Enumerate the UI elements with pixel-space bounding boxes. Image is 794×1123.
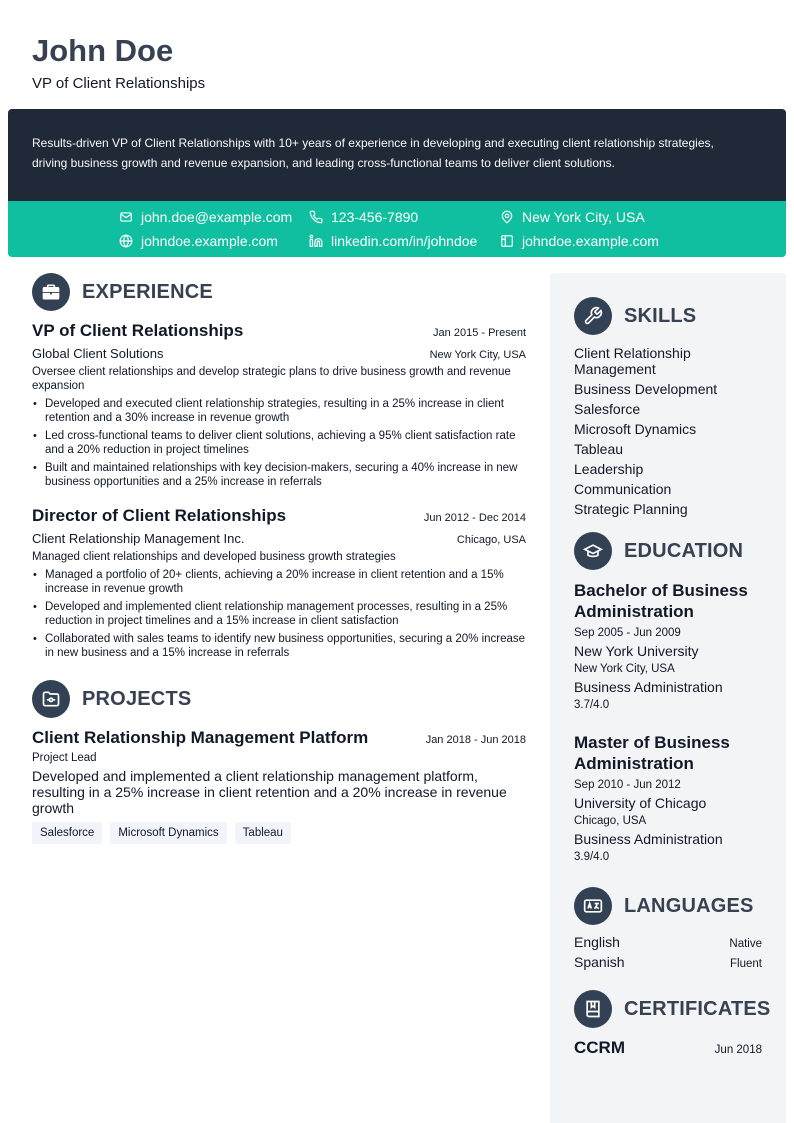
project-item bbox=[32, 728, 526, 844]
skill-item: Microsoft Dynamics bbox=[574, 421, 697, 437]
job-bullet: • Collaborated with sales teams to identify new business opportunities, securing a 20% increase in new business and a 15% increase in referrals bbox=[32, 632, 526, 660]
experience-item bbox=[32, 321, 526, 493]
certificate-item bbox=[574, 1038, 762, 1058]
contact-location-text: New York City, USA bbox=[522, 209, 645, 225]
edu-school: University of Chicago bbox=[574, 795, 707, 811]
certificates-title: CERTIFICATES bbox=[624, 997, 771, 1020]
project-tag: Microsoft Dynamics bbox=[110, 822, 226, 844]
job-company: Global Client Solutions bbox=[32, 346, 164, 361]
project-tags bbox=[32, 822, 526, 844]
folder-icon bbox=[32, 680, 70, 718]
project-tag: Salesforce bbox=[32, 822, 102, 844]
map-pin-icon bbox=[500, 210, 514, 224]
skills-title: SKILLS bbox=[624, 304, 697, 327]
language-level: Native bbox=[729, 938, 762, 950]
projects-title: PROJECTS bbox=[82, 687, 192, 710]
summary-text: Results-driven VP of Client Relationships with 10+ years of experience in developing and executing client relationship strategies, driving business growth and revenue expansion, and leading cross-functional teams to deliver client solutions. bbox=[32, 136, 714, 170]
job-summary: Managed client relationships and developed business growth strategies bbox=[32, 551, 396, 563]
language-name: English bbox=[574, 934, 620, 950]
contact-location bbox=[500, 209, 645, 225]
job-bullet: • Led cross-functional teams to deliver client solutions, achieving a 95% client satisfaction rate and a 20% reduction in project timelines bbox=[32, 429, 526, 457]
certificate-name: CCRM bbox=[574, 1038, 625, 1057]
projects-heading bbox=[32, 680, 191, 718]
edu-location: New York City, USA bbox=[574, 663, 675, 675]
contact-email[interactable] bbox=[119, 209, 292, 225]
summary-panel bbox=[8, 109, 786, 201]
certificates-heading bbox=[574, 990, 770, 1028]
contact-linkedin[interactable] bbox=[309, 233, 477, 249]
experience-item bbox=[32, 506, 526, 664]
languages-heading bbox=[574, 887, 754, 925]
edu-field: Business Administration bbox=[574, 679, 723, 695]
skill-item: Leadership bbox=[574, 461, 644, 477]
edu-gpa: 3.9/4.0 bbox=[574, 851, 610, 863]
project-description: Developed and implemented a client relationship management platform, resulting in a 25% increase in client retention and a 20% increase in revenue growth bbox=[32, 768, 507, 816]
skill-item: Strategic Planning bbox=[574, 501, 688, 517]
mail-icon bbox=[119, 210, 133, 224]
skill-item: Communication bbox=[574, 481, 672, 497]
experience-heading bbox=[32, 273, 213, 311]
job-bullet: • Developed and implemented client relationship management processes, resulting in a 25% reduction in project timelines and a 15% increase in client satisfaction bbox=[32, 600, 526, 628]
phone-icon bbox=[309, 210, 323, 224]
contact-linkedin-text: linkedin.com/in/johndoe bbox=[331, 233, 478, 249]
job-title: VP of Client Relationships bbox=[32, 321, 244, 340]
job-summary: Oversee client relationships and develop strategic plans to drive business growth and revenue expansion bbox=[32, 366, 511, 392]
language-row bbox=[574, 954, 762, 970]
education-heading bbox=[574, 532, 743, 570]
edu-gpa: 3.7/4.0 bbox=[574, 699, 610, 711]
linkedin-icon bbox=[309, 234, 323, 248]
language-level: Fluent bbox=[730, 958, 762, 970]
job-location: New York City, USA bbox=[429, 349, 526, 361]
resume-header bbox=[32, 33, 205, 93]
skill-item: Salesforce bbox=[574, 401, 641, 417]
contact-website-text: johndoe.example.com bbox=[141, 233, 278, 249]
portfolio-icon bbox=[500, 234, 514, 248]
translate-icon bbox=[574, 887, 612, 925]
edu-location: Chicago, USA bbox=[574, 815, 647, 827]
contact-phone-text: 123-456-7890 bbox=[331, 209, 419, 225]
edu-school: New York University bbox=[574, 643, 699, 659]
languages-list bbox=[574, 934, 762, 974]
edu-field: Business Administration bbox=[574, 831, 723, 847]
job-location: Chicago, USA bbox=[456, 534, 526, 546]
skill-item: Client Relationship Management bbox=[574, 345, 691, 377]
contact-portfolio[interactable] bbox=[500, 233, 659, 249]
skill-item: Business Development bbox=[574, 381, 718, 397]
skill-item: Tableau bbox=[574, 441, 624, 457]
edu-dates: Sep 2005 - Jun 2009 bbox=[574, 627, 681, 639]
languages-title: LANGUAGES bbox=[624, 894, 754, 917]
book-icon bbox=[574, 990, 612, 1028]
experience-title: EXPERIENCE bbox=[82, 280, 213, 303]
briefcase-icon bbox=[32, 273, 70, 311]
contact-website[interactable] bbox=[119, 233, 278, 249]
job-bullets bbox=[32, 568, 526, 660]
globe-icon bbox=[119, 234, 133, 248]
contact-portfolio-text: johndoe.example.com bbox=[522, 233, 659, 249]
skills-heading bbox=[574, 297, 696, 335]
skills-list bbox=[574, 345, 762, 521]
education-title: EDUCATION bbox=[624, 539, 744, 562]
contact-bar bbox=[8, 201, 786, 257]
candidate-title: VP of Client Relationships bbox=[32, 75, 206, 92]
wrench-icon bbox=[574, 297, 612, 335]
project-role: Project Lead bbox=[32, 752, 97, 764]
language-name: Spanish bbox=[574, 954, 625, 970]
language-row bbox=[574, 934, 762, 950]
job-dates: Jan 2015 - Present bbox=[433, 327, 526, 339]
graduation-cap-icon bbox=[574, 532, 612, 570]
education-item bbox=[574, 580, 762, 711]
edu-degree: Master of Business Administration bbox=[574, 733, 730, 773]
job-bullet: • Built and maintained relationships with key decision-makers, securing a 40% increase in new business opportunities and a 25% increase in referrals bbox=[32, 461, 526, 489]
job-title: Director of Client Relationships bbox=[32, 506, 287, 525]
job-bullets bbox=[32, 397, 526, 489]
education-item bbox=[574, 732, 762, 863]
candidate-name: John Doe bbox=[32, 33, 174, 68]
edu-dates: Sep 2010 - Jun 2012 bbox=[574, 779, 681, 791]
project-tag: Tableau bbox=[235, 822, 291, 844]
sidebar bbox=[550, 273, 786, 1123]
job-dates: Jun 2012 - Dec 2014 bbox=[423, 512, 526, 524]
job-bullet: • Managed a portfolio of 20+ clients, achieving a 20% increase in client retention and a 15% increase in revenue growth bbox=[32, 568, 526, 596]
contact-email-text: john.doe@example.com bbox=[141, 209, 293, 225]
certificate-date: Jun 2018 bbox=[714, 1044, 762, 1056]
edu-degree: Bachelor of Business Administration bbox=[574, 581, 748, 621]
project-dates: Jan 2018 - Jun 2018 bbox=[425, 734, 526, 746]
job-company: Client Relationship Management Inc. bbox=[32, 531, 245, 546]
contact-phone[interactable] bbox=[309, 209, 418, 225]
job-bullet: • Developed and executed client relationship strategies, resulting in a 25% increase in client retention and a 30% increase in revenue growth bbox=[32, 397, 526, 425]
project-name: Client Relationship Management Platform bbox=[32, 728, 369, 747]
